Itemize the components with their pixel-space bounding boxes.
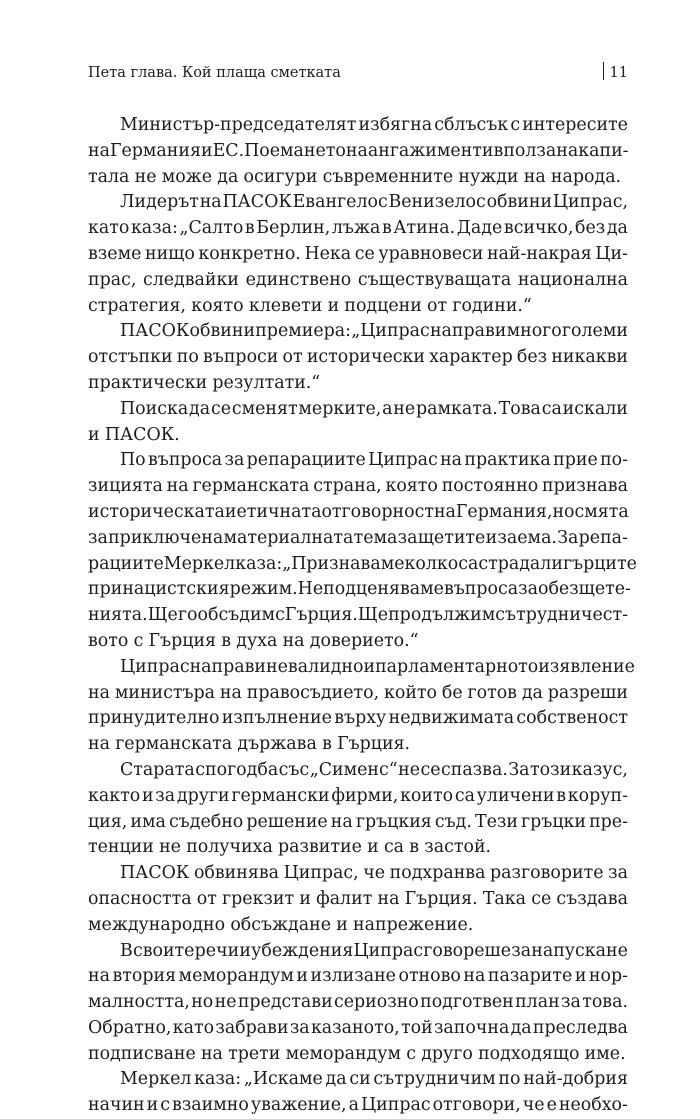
text-line: практически резултати.“ (88, 372, 321, 393)
paragraph (88, 319, 628, 396)
text-line: историческата и етичната отговорност на Германия, но смята (88, 501, 629, 522)
paragraph (88, 1067, 628, 1119)
text-line: подписване на трети меморандум с друго подходящо име. (88, 1043, 626, 1064)
text-line: на германската държава в Гърция. (88, 734, 411, 755)
text-line: Старата спогодба със „Сименс“ не се спазва. За този казус, (120, 759, 628, 780)
text-line: прас, следвайки единствено съществуващата национална (88, 269, 628, 290)
paragraph (88, 113, 628, 190)
body-text (88, 113, 637, 1119)
text-line: Обратно, като забрави за казаното, той започна да преследва (88, 1017, 628, 1038)
text-line: стратегия, която клевети и подцени от години.“ (88, 295, 532, 316)
paragraph (88, 397, 628, 449)
text-line: нията. Ще го обсъдим с Гърция. Ще продължим сътрудничест- (88, 605, 628, 626)
paragraph (88, 758, 628, 861)
text-line: Лидерът на ПАСОК Евангелос Венизелос обвини Ципрас, (120, 192, 628, 213)
text-line: зицията на германската страна, която постоянно признава (88, 476, 628, 497)
text-line: опасността от грекзит и фалит на Гърция. Така се създава (88, 888, 628, 909)
text-line: рациите Меркел каза: „Признаваме колко са страдали гърците (88, 553, 637, 574)
text-line: По въпроса за репарациите Ципрас на практика прие по- (120, 450, 628, 471)
text-line: Ципрас направи невалидно и парламентарното изявление (120, 656, 635, 677)
page-number-block (603, 62, 628, 84)
text-line: Меркел каза: „Искаме да си сътрудничим по най-добрия (120, 1069, 628, 1090)
text-line: ПАСОК обвинява Ципрас, че подхранва разговорите за (120, 863, 628, 884)
text-line: на Германия и ЕС. Поемането на ангажименти в полза на капи- (88, 140, 629, 161)
chapter-title: Пета глава. Кой плаща сметката (88, 65, 341, 81)
text-line: при нацистския режим. Не подценяваме въпроса за обезщете- (88, 579, 631, 600)
text-line: вземе нищо конкретно. Нека се уравновеси най-накрая Ци- (88, 243, 628, 264)
text-line: на втория меморандум и излизане отново на пазарите и нор- (88, 966, 628, 987)
text-line: като каза: „Салто в Берлин, лъжа в Атина. Даде всичко, без да (88, 218, 628, 239)
text-line: В своите речи и убеждения Ципрас говореше за напускане (120, 940, 628, 961)
text-line: ПАСОК обвини премиера: „Ципрас направи много големи (120, 321, 628, 342)
paragraph (88, 861, 628, 938)
text-line: Министър-председателят избягна сблъсък с интересите (120, 115, 628, 135)
paragraph (88, 655, 635, 758)
text-line: както и за други германски фирми, които са уличени в коруп- (88, 785, 628, 806)
text-line: на министъра на правосъдието, който бе готов да разреши (88, 682, 628, 703)
text-line: Поиска да се сменят мерките, а не рамката. Това са искали (120, 398, 628, 419)
text-line: малността, но не представи сериозно подготвен план за това. (88, 992, 628, 1013)
paragraph (88, 939, 628, 1068)
text-line: тенции не получиха развитие и са в застой. (88, 837, 492, 858)
text-line: за приключена материалната тема за щетите и заема. За репа- (88, 527, 628, 548)
text-line: ция, има съдебно решение на гръцкия съд. Тези гръцки пре- (88, 811, 628, 832)
paragraph (88, 190, 628, 319)
text-line: тала не може да осигури съвременните нужди на народа. (88, 166, 622, 187)
running-header (88, 62, 628, 84)
text-line: и ПАСОК. (88, 424, 180, 445)
paragraph (88, 448, 637, 654)
text-line: отстъпки по въпроси от исторически характер без никакви (88, 347, 628, 368)
text-line: вото с Гърция в духа на доверието.“ (88, 630, 419, 651)
text-line: начин и с взаимно уважение, а Ципрас отговори, че е необхо- (88, 1095, 628, 1116)
page-number: 11 (609, 65, 628, 81)
text-line: международно обсъждане и напрежение. (88, 914, 474, 935)
text-line: принудително изпълнение върху недвижимата собственост (88, 708, 628, 729)
header-divider (603, 62, 604, 80)
